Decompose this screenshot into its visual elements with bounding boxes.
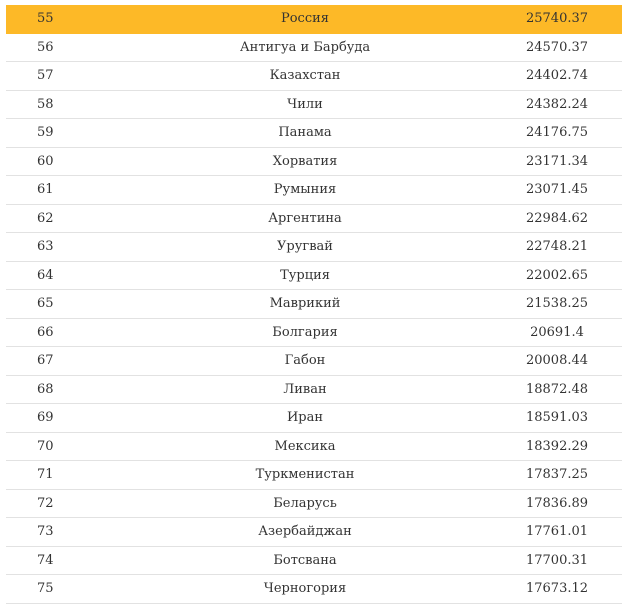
table-row bbox=[6, 91, 622, 120]
table-row bbox=[6, 233, 622, 262]
table-row bbox=[6, 518, 622, 547]
value-cell: 24176.75 bbox=[525, 125, 589, 141]
country-cell: Панама bbox=[278, 125, 332, 141]
country-cell: Маврикий bbox=[269, 296, 341, 312]
table-row bbox=[6, 262, 622, 291]
country-cell: Ботсвана bbox=[273, 552, 337, 568]
country-cell: Турция bbox=[280, 267, 330, 283]
country-cell: Румыния bbox=[273, 182, 337, 198]
rank-cell: 73 bbox=[37, 524, 54, 540]
value-cell: 20691.4 bbox=[530, 324, 584, 340]
country-cell: Мексика bbox=[274, 438, 336, 454]
country-cell: Азербайджан bbox=[258, 524, 352, 540]
table-row bbox=[6, 119, 622, 148]
value-cell: 20008.44 bbox=[525, 353, 589, 369]
rank-cell: 67 bbox=[37, 353, 54, 369]
rank-cell: 58 bbox=[37, 96, 54, 112]
country-cell: Беларусь bbox=[273, 495, 337, 511]
value-cell: 17836.89 bbox=[525, 495, 589, 511]
country-cell: Антигуа и Барбуда bbox=[239, 39, 371, 55]
rank-cell: 69 bbox=[37, 410, 54, 426]
country-cell: Чили bbox=[287, 96, 323, 112]
table-row bbox=[6, 404, 622, 433]
rank-cell: 61 bbox=[37, 182, 54, 198]
rank-cell: 56 bbox=[37, 39, 54, 55]
value-cell: 18392.29 bbox=[525, 438, 589, 454]
table-row bbox=[6, 376, 622, 405]
rank-cell: 66 bbox=[37, 324, 54, 340]
value-cell: 22748.21 bbox=[525, 239, 589, 255]
table-row bbox=[6, 290, 622, 319]
table-row bbox=[6, 148, 622, 177]
value-cell: 17700.31 bbox=[525, 552, 589, 568]
table-row bbox=[6, 34, 622, 63]
rank-cell: 71 bbox=[37, 467, 54, 483]
country-cell: Ливан bbox=[283, 381, 327, 397]
table-row bbox=[6, 319, 622, 348]
rank-cell: 75 bbox=[37, 581, 54, 597]
rank-cell: 68 bbox=[37, 381, 54, 397]
country-cell: Черногория bbox=[263, 581, 347, 597]
table-row bbox=[6, 575, 622, 604]
table-row bbox=[6, 461, 622, 490]
table-row bbox=[6, 433, 622, 462]
value-cell: 17761.01 bbox=[525, 524, 589, 540]
country-cell: Хорватия bbox=[272, 153, 338, 169]
table-row bbox=[6, 347, 622, 376]
country-cell: Аргентина bbox=[268, 210, 342, 226]
rank-cell: 64 bbox=[37, 267, 54, 283]
rank-cell: 60 bbox=[37, 153, 54, 169]
country-cell: Туркменистан bbox=[255, 467, 355, 483]
rank-cell: 63 bbox=[37, 239, 54, 255]
value-cell: 18591.03 bbox=[525, 410, 589, 426]
country-cell: Иран bbox=[286, 410, 324, 426]
rank-cell: 74 bbox=[37, 552, 54, 568]
ranking-table bbox=[6, 5, 622, 604]
country-cell: Уругвай bbox=[277, 239, 333, 255]
value-cell: 17673.12 bbox=[525, 581, 589, 597]
rank-cell: 57 bbox=[37, 68, 54, 84]
table-row bbox=[6, 490, 622, 519]
value-cell: 22984.62 bbox=[525, 210, 589, 226]
value-cell: 18872.48 bbox=[525, 381, 589, 397]
value-cell: 25740.37 bbox=[525, 11, 589, 27]
table-row bbox=[6, 176, 622, 205]
table-row bbox=[6, 62, 622, 91]
table-row bbox=[6, 547, 622, 576]
value-cell: 17837.25 bbox=[525, 467, 589, 483]
rank-cell: 55 bbox=[37, 11, 54, 27]
value-cell: 23071.45 bbox=[525, 182, 589, 198]
country-cell: Казахстан bbox=[269, 68, 341, 84]
table-row-highlighted bbox=[6, 5, 622, 34]
value-cell: 24570.37 bbox=[525, 39, 589, 55]
country-cell: Габон bbox=[284, 353, 326, 369]
value-cell: 22002.65 bbox=[525, 267, 589, 283]
rank-cell: 70 bbox=[37, 438, 54, 454]
country-cell: Болгария bbox=[272, 324, 338, 340]
rank-cell: 62 bbox=[37, 210, 54, 226]
rank-cell: 59 bbox=[37, 125, 54, 141]
table-row bbox=[6, 205, 622, 234]
rank-cell: 72 bbox=[37, 495, 54, 511]
rank-cell: 65 bbox=[37, 296, 54, 312]
value-cell: 24402.74 bbox=[525, 68, 589, 84]
country-cell: Россия bbox=[280, 11, 329, 27]
value-cell: 21538.25 bbox=[525, 296, 589, 312]
value-cell: 23171.34 bbox=[525, 153, 589, 169]
value-cell: 24382.24 bbox=[525, 96, 589, 112]
